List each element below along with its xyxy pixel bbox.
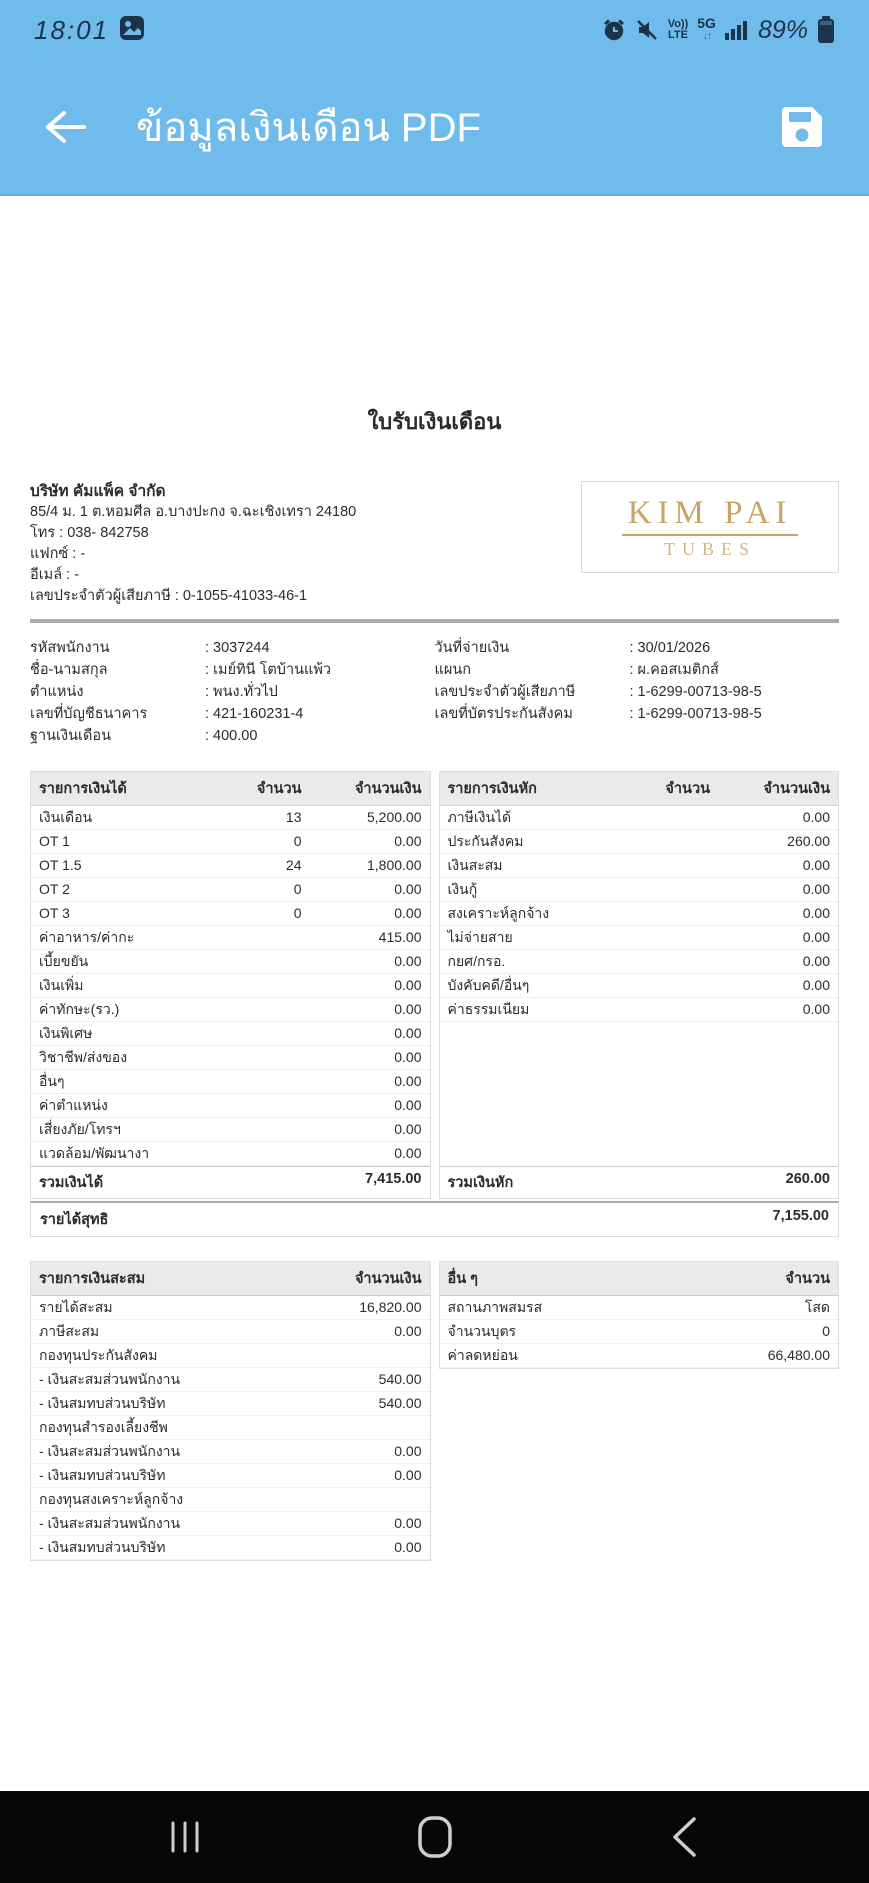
table-cell: 0.00 [394, 977, 422, 993]
table-row [31, 1416, 430, 1440]
table-cell: เงินเดือน [39, 809, 93, 825]
info-row [435, 681, 840, 703]
other-table-body [440, 1296, 839, 1368]
table-cell: 0.00 [394, 1121, 422, 1137]
table-cell: 0.00 [394, 1025, 422, 1041]
info-row [435, 659, 840, 681]
table-row [440, 974, 839, 998]
table-row [440, 806, 839, 830]
table-cell [202, 1094, 302, 1117]
table-row [31, 1512, 430, 1536]
column-header: รายการเงินได้ [39, 781, 127, 797]
pay-tables [30, 771, 839, 1237]
table-row [31, 806, 430, 830]
page-title: ข้อมูลเงินเดือน PDF [136, 106, 481, 150]
table-cell: ค่าตำแหน่ง [39, 1097, 108, 1113]
info-row [30, 637, 435, 659]
table-row [440, 830, 839, 854]
info-row [30, 725, 435, 747]
table-cell: 0.00 [394, 1467, 422, 1483]
income-table-header [31, 772, 430, 806]
table-cell: กยศ/กรอ. [447, 953, 506, 969]
table-cell [202, 998, 302, 1021]
table-cell: เงินพิเศษ [39, 1025, 93, 1041]
table-cell: - เงินสะสมส่วนพนักงาน [39, 1371, 181, 1387]
income-table-body [31, 806, 430, 1166]
table-row [31, 1022, 430, 1046]
table-cell: 260.00 [787, 833, 830, 849]
employee-info [30, 637, 839, 747]
table-cell: สถานภาพสมรส [447, 1299, 543, 1315]
table-cell: 0.00 [394, 1001, 422, 1017]
table-cell: วิชาชีพ/ส่งของ [39, 1049, 128, 1065]
company-phone: โทร : 038- 842758 [30, 525, 149, 541]
column-header: จำนวนเงิน [354, 1271, 422, 1287]
table-cell: 0.00 [394, 953, 422, 969]
table-row [31, 1320, 430, 1344]
table-cell: 0.00 [802, 905, 830, 921]
table-row [31, 1464, 430, 1488]
mute-icon [635, 18, 659, 42]
income-total-row [31, 1166, 430, 1198]
table-cell: OT 1.5 [39, 857, 82, 873]
table-row [31, 998, 430, 1022]
table-cell: เบี้ยขยัน [39, 953, 89, 969]
table-row [440, 1344, 839, 1368]
table-cell: 66,480.00 [767, 1347, 830, 1363]
table-cell: 0.00 [802, 953, 830, 969]
table-row [31, 950, 430, 974]
app-bar [0, 60, 869, 196]
clock-text: 18:01 [34, 14, 110, 45]
table-cell: 0.00 [802, 881, 830, 897]
table-cell: 13 [285, 809, 302, 825]
deduction-table-header [440, 772, 839, 806]
table-row [440, 854, 839, 878]
back-arrow-icon[interactable] [38, 100, 92, 154]
deduction-table [439, 771, 840, 1199]
table-cell: เงินสะสม [447, 857, 503, 873]
income-total-value: 7,415.00 [365, 1171, 422, 1187]
company-tax-id: เลขประจำตัวผู้เสียภาษี : 0-1055-41033-46-1 [30, 588, 308, 604]
table-cell: 0 [293, 881, 302, 897]
table-row [31, 1392, 430, 1416]
table-cell: 0.00 [394, 1097, 422, 1113]
table-cell [202, 1046, 302, 1069]
deduction-total-row [440, 1166, 839, 1198]
table-cell [202, 1022, 302, 1045]
logo-tubes-text: TUBES [663, 538, 756, 559]
column-header: รายการเงินหัก [447, 781, 537, 797]
company-address: 85/4 ม. 1 ต.หอมศีล อ.บางปะกง จ.ฉะเชิงเทรา 24180 [30, 504, 357, 520]
info-row [435, 637, 840, 659]
table-cell: กองทุนสำรองเลี้ยงชีพ [39, 1419, 168, 1435]
column-header: จำนวน [785, 1271, 830, 1287]
table-row [31, 854, 430, 878]
table-cell: 0.00 [802, 809, 830, 825]
net-income-value: 7,155.00 [772, 1208, 829, 1224]
table-cell: OT 2 [39, 881, 70, 897]
employee-info-right [435, 637, 840, 747]
table-cell: OT 3 [39, 905, 70, 921]
status-left [34, 15, 145, 46]
table-row [31, 878, 430, 902]
table-row [31, 1296, 430, 1320]
table-row [31, 1142, 430, 1166]
table-row [440, 1296, 839, 1320]
table-cell: ค่าอาหาร/ค่ากะ [39, 929, 135, 945]
table-cell [202, 926, 302, 949]
navigation-bar [0, 1791, 869, 1883]
info-value: : 400.00 [205, 728, 258, 744]
table-cell: 0.00 [394, 1323, 422, 1339]
table-cell: อื่นๆ [39, 1073, 65, 1089]
table-cell [202, 974, 302, 997]
table-cell [292, 1488, 422, 1511]
table-row [31, 1094, 430, 1118]
table-cell [202, 1070, 302, 1093]
info-label: รหัสพนักงาน [30, 640, 110, 656]
company-logo [581, 481, 839, 573]
info-label: ตำแหน่ง [30, 684, 84, 700]
company-name: บริษัท คัมแพ็ค จำกัด [30, 483, 166, 500]
table-row [31, 1070, 430, 1094]
column-header: จำนวน [665, 781, 710, 797]
info-row [30, 703, 435, 725]
table-row [440, 902, 839, 926]
info-row [30, 681, 435, 703]
net-income-row [30, 1201, 839, 1237]
company-fax: แฟกซ์ : - [30, 546, 86, 562]
column-header: รายการเงินสะสม [39, 1271, 146, 1287]
info-value: : 1-6299-00713-98-5 [629, 684, 762, 700]
table-cell: 0 [822, 1323, 830, 1339]
table-cell: 1,800.00 [367, 857, 422, 873]
info-value: : 1-6299-00713-98-5 [629, 706, 762, 722]
table-row [440, 878, 839, 902]
table-cell: เสี่ยงภัย/โทรฯ [39, 1121, 121, 1137]
table-cell: ภาษีสะสม [39, 1323, 100, 1339]
table-cell: ค่าลดหย่อน [447, 1347, 518, 1363]
table-cell: - เงินสะสมส่วนพนักงาน [39, 1443, 181, 1459]
table-cell: 540.00 [378, 1371, 422, 1387]
accumulated-table-header [31, 1262, 430, 1296]
table-cell: กองทุนสงเคราะห์ลูกจ้าง [39, 1491, 184, 1507]
status-right [602, 16, 835, 45]
table-cell: 0.00 [394, 833, 422, 849]
table-cell [610, 854, 710, 877]
table-cell: เงินกู้ [447, 881, 478, 897]
table-cell: 0.00 [394, 1443, 422, 1459]
table-cell [202, 950, 302, 973]
table-cell [610, 950, 710, 973]
info-value: : 421-160231-4 [205, 706, 304, 722]
table-cell [292, 1344, 422, 1367]
table-cell: - เงินสมทบส่วนบริษัท [39, 1467, 166, 1483]
column-header: จำนวน [256, 781, 302, 797]
table-row [31, 1488, 430, 1512]
save-icon[interactable] [773, 98, 831, 156]
top-bar [0, 0, 869, 196]
table-cell [610, 878, 710, 901]
table-row [440, 1320, 839, 1344]
table-cell [610, 806, 710, 829]
deduction-table-body [440, 806, 839, 1022]
table-cell: 540.00 [378, 1395, 422, 1411]
table-row [31, 1344, 430, 1368]
table-cell: 0.00 [394, 905, 422, 921]
table-cell: 0 [293, 905, 302, 921]
table-cell: ค่าทักษะ(รว.) [39, 1001, 120, 1017]
table-cell [610, 830, 710, 853]
column-header: จำนวนเงิน [763, 781, 830, 797]
info-row [435, 703, 840, 725]
table-cell: 0.00 [802, 857, 830, 873]
table-cell: - เงินสมทบส่วนบริษัท [39, 1395, 166, 1411]
pdf-document [0, 404, 869, 1561]
other-table [439, 1261, 840, 1369]
bottom-tables [30, 1261, 839, 1561]
table-cell: ค่าธรรมเนียม [447, 1001, 530, 1017]
other-table-header [440, 1262, 839, 1296]
table-cell [610, 902, 710, 925]
table-row [31, 830, 430, 854]
volte-icon: Vo)) LTE [667, 18, 689, 41]
table-cell: ประกันสังคม [447, 833, 524, 849]
table-cell: ไม่จ่ายสาย [447, 929, 513, 945]
info-label: ฐานเงินเดือน [30, 728, 111, 744]
table-cell [610, 974, 710, 997]
info-label: เลขที่บัตรประกันสังคม [434, 706, 573, 722]
info-value: : 3037244 [205, 640, 270, 656]
table-cell: โสด [804, 1299, 830, 1315]
table-row [31, 1536, 430, 1560]
info-label: เลขประจำตัวผู้เสียภาษี [434, 684, 576, 700]
info-label: ชื่อ-นามสกุล [30, 662, 108, 678]
table-row [31, 926, 430, 950]
table-cell: - เงินสะสมส่วนพนักงาน [39, 1515, 181, 1531]
deduction-total-label: รวมเงินหัก [447, 1175, 514, 1191]
table-cell: กองทุนประกันสังคม [39, 1347, 158, 1363]
battery-percent-text: 89% [757, 15, 808, 44]
table-row [440, 998, 839, 1022]
info-label: วันที่จ่ายเงิน [434, 640, 510, 656]
document-header [30, 481, 839, 607]
info-label: แผนก [434, 662, 472, 678]
table-cell: 0.00 [394, 1539, 422, 1555]
table-cell: 16,820.00 [359, 1299, 422, 1315]
table-cell [610, 998, 710, 1021]
info-value: : พนง.ทั่วไป [205, 684, 278, 700]
accumulated-table-body [31, 1296, 430, 1560]
deduction-total-value: 260.00 [785, 1171, 830, 1187]
table-cell: 0.00 [802, 1001, 830, 1017]
document-title: ใบรับเงินเดือน [367, 409, 502, 434]
table-cell: 0.00 [394, 1049, 422, 1065]
column-header: อื่น ๆ [447, 1271, 478, 1287]
info-label: เลขที่บัญชีธนาคาร [30, 706, 148, 722]
battery-icon [817, 16, 835, 44]
table-row [31, 1046, 430, 1070]
table-cell: รายได้สะสม [39, 1299, 113, 1315]
table-cell: สงเคราะห์ลูกจ้าง [447, 905, 550, 921]
table-cell [292, 1416, 422, 1439]
table-cell: - เงินสมทบส่วนบริษัท [39, 1539, 166, 1555]
income-table [30, 771, 431, 1199]
table-cell [610, 926, 710, 949]
table-cell: เงินเพิ่ม [39, 977, 84, 993]
recents-icon[interactable] [150, 1807, 220, 1867]
network-5g-icon: 5G ↓↑ [697, 15, 716, 42]
table-cell: 0.00 [394, 1515, 422, 1531]
table-cell [202, 1118, 302, 1141]
back-icon[interactable] [649, 1807, 719, 1867]
table-cell: 0.00 [394, 1073, 422, 1089]
info-value: : ผ.คอสเมติกส์ [629, 662, 719, 678]
info-value: : 30/01/2026 [629, 640, 711, 656]
table-cell: 24 [285, 857, 302, 873]
table-cell: 0.00 [394, 1145, 422, 1161]
table-row [31, 1440, 430, 1464]
table-row [440, 926, 839, 950]
table-cell: 0 [293, 833, 302, 849]
section-divider [30, 619, 839, 623]
income-total-label: รวมเงินได้ [39, 1175, 104, 1191]
table-row [31, 1118, 430, 1142]
table-cell: 5,200.00 [367, 809, 422, 825]
company-info [30, 481, 356, 607]
spacer [440, 1022, 839, 1166]
table-cell: 0.00 [802, 929, 830, 945]
table-cell: ภาษีเงินได้ [447, 809, 512, 825]
table-row [31, 902, 430, 926]
table-cell: OT 1 [39, 833, 70, 849]
table-cell: 415.00 [378, 929, 422, 945]
info-value: : เมย์ทินี โตบ้านแพ้ว [205, 662, 332, 678]
table-cell: 0.00 [394, 881, 422, 897]
net-income-label: รายได้สุทธิ [40, 1212, 109, 1228]
table-row [31, 974, 430, 998]
column-header: จำนวนเงิน [354, 781, 422, 797]
table-cell [202, 1142, 302, 1165]
table-cell: แวดล้อม/พัฒนางา [39, 1145, 150, 1161]
accumulated-table [30, 1261, 431, 1561]
signal-strength-icon [725, 19, 749, 41]
logo-kimpai-text: KIM PAI [622, 495, 799, 536]
income-deduction-row [30, 771, 839, 1199]
table-cell: จำนวนบุตร [447, 1323, 517, 1339]
employee-info-left [30, 637, 435, 747]
table-cell: 0.00 [802, 977, 830, 993]
table-row [31, 1368, 430, 1392]
table-row [440, 950, 839, 974]
table-cell: บังคับคดี/อื่นๆ [447, 977, 530, 993]
info-row [30, 659, 435, 681]
status-bar [0, 0, 869, 60]
home-icon[interactable] [400, 1807, 470, 1867]
alarm-icon [602, 18, 626, 42]
company-email: อีเมล์ : - [30, 567, 80, 583]
gallery-notification-icon [119, 15, 145, 46]
